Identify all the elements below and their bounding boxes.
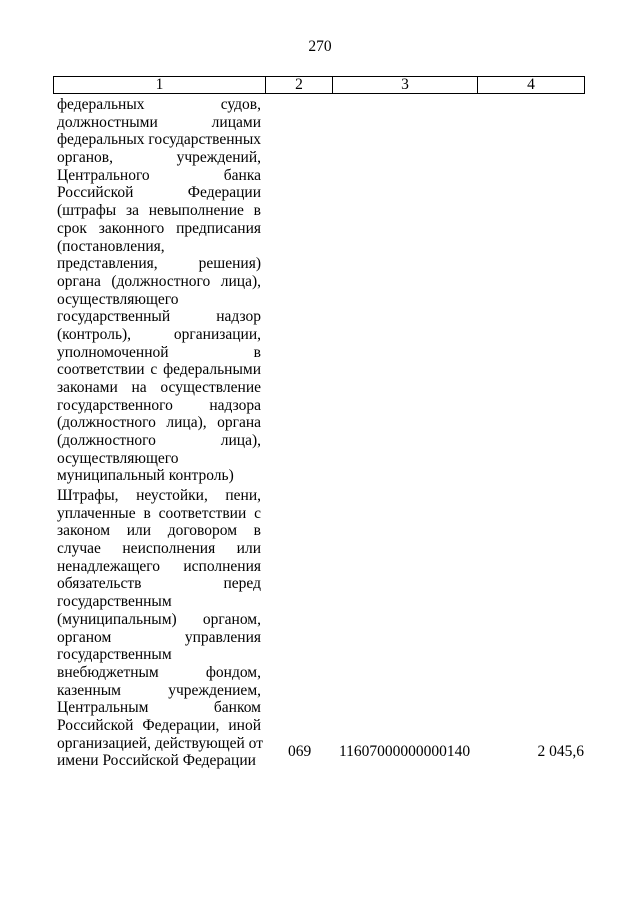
header-col-1: 1 (155, 76, 164, 93)
header-col-4: 4 (477, 77, 584, 93)
text-line: государственным (57, 646, 172, 664)
text-line: (штрафы за невыполнение в (57, 202, 261, 220)
text-line: законом или договором в (57, 522, 261, 540)
row2-budget-code: 11607000000000140 (339, 743, 471, 760)
text-line: имени Российской Федерации (57, 752, 256, 770)
text-line: уполномоченной в (57, 343, 261, 361)
text-line: Российской Федерации (57, 184, 261, 202)
text-line: обязательств перед (57, 575, 261, 593)
header-col-3: 3 (332, 77, 477, 93)
text-line: срок законного предписания (57, 219, 261, 237)
row2-sum: 2 045,6 (537, 743, 584, 760)
row2-admin-code: 069 (288, 743, 312, 760)
text-line: казенным учреждением, (57, 681, 261, 699)
page-number: 270 (308, 38, 332, 55)
row2-description (57, 487, 261, 770)
text-line: (должностного лица), (57, 432, 261, 450)
text-line: осуществляющего (57, 449, 179, 467)
text-line: представления, решения) (57, 255, 261, 273)
text-line: федеральных государственных (57, 131, 261, 149)
text-line: Штрафы, неустойки, пени, (57, 487, 261, 504)
text-line: соответствии с федеральными (57, 361, 261, 379)
text-line: (должностного лица), органа (57, 414, 261, 432)
text-line: осуществляющего (57, 290, 179, 308)
text-line: Центрального банка (57, 166, 261, 184)
text-line: (муниципальным) органом, (57, 610, 261, 628)
text-line: законами на осуществление (57, 379, 261, 396)
text-line: случае неисполнения или (57, 540, 261, 558)
text-line: уплаченные в соответствии с (57, 504, 261, 522)
text-line: ненадлежащего исполнения (57, 557, 261, 575)
text-line: муниципальный контроль) (57, 467, 234, 485)
text-line: органом управления (57, 628, 261, 646)
text-line: Российской Федерации, иной (57, 716, 261, 734)
text-line: федеральных судов, (57, 96, 261, 113)
text-line: государственный надзор (57, 308, 261, 326)
text-line: (контроль), организации, (57, 325, 261, 343)
table-header-row (53, 76, 585, 94)
text-line: организацией, действующей от (57, 734, 263, 752)
text-line: государственным (57, 593, 172, 611)
text-line: органов, учреждений, (57, 149, 261, 167)
text-line: внебюджетным фондом, (57, 663, 261, 681)
text-line: (постановления, (57, 237, 165, 255)
text-line: Центральным банком (57, 699, 261, 717)
header-col-2: 2 (265, 77, 332, 93)
row1-description (57, 96, 261, 485)
text-line: государственного надзора (57, 396, 261, 414)
text-line: органа (должностного лица), (57, 272, 261, 290)
text-line: должностными лицами (57, 113, 261, 131)
